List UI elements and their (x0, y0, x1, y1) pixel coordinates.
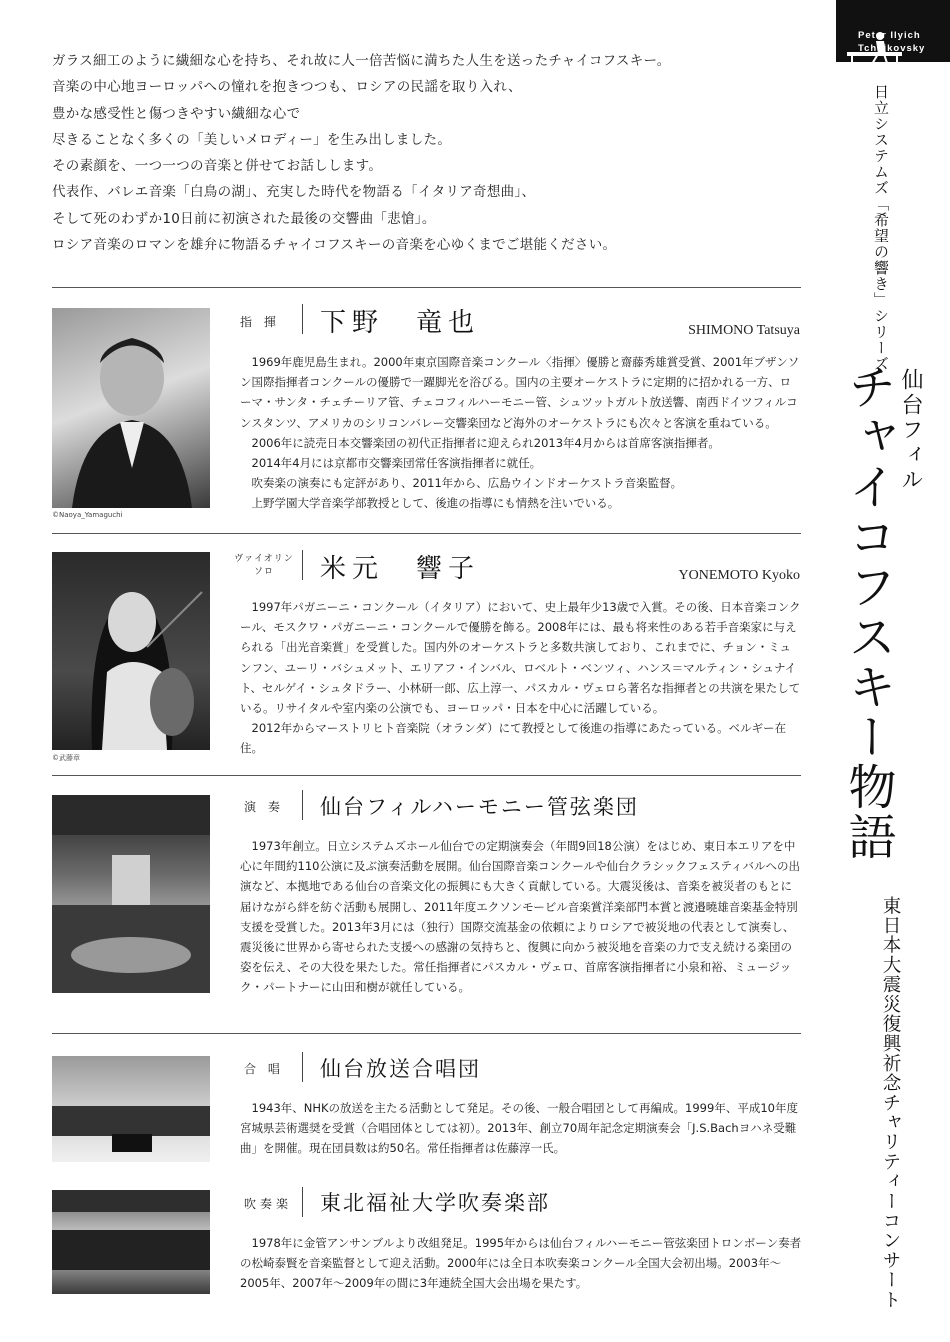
bio-paragraph: 1978年に金管アンサンブルより改組発足。1995年からは仙台フィルハーモニー管弦楽団トロンボーン奏者の松崎泰賢を音楽監督として迎え活動。2000年には全日本吹奏楽コンクール全国大会初出場。2003年～2005年、2007年～2009年の間に3年連続全国大会出場を果たす。 (240, 1236, 802, 1291)
role-label (234, 553, 294, 579)
presenter: 仙台フィル (898, 368, 923, 493)
bio-paragraph: 吹奏楽の演奏にも定評があり、2011年から、広島ウインドオーケストラ音楽監督。 (251, 476, 683, 491)
main-title: チャイコフスキー物語 (840, 362, 896, 862)
separator (302, 550, 303, 580)
intro-line: 音楽の中心地ヨーロッパへの憧れを抱きつつも、ロシアの民謡を取り入れ、 (52, 79, 522, 96)
bio-paragraph: 1973年創立。日立システムズホール仙台での定期演奏会（年間9回18公演）をはじめ、東日本エリアを中心に年間約110公演に及ぶ演奏活動を展開。仙台国際音楽コンクールや仙台クラシックフェスティバルへの出演など、本拠地である仙台の音楽文化の振興にも大きく貢献している。大震災後は、音楽を被災者のもとに届けながら絆を紡ぐ活動も展開し、2011年度エクソンモービル音楽賞洋楽部門本賞と渡邉曉雄音楽基金特別支援を受賞した。2013年3月には（独行）国際交流基金の依頼によりロシアで被災地の代表として演奏し、震災後に世界から寄せられた支援への感謝の気持ちと、復興に向かう被災地を音楽の力で支え続ける楽団の姿を伝え、その大役を果たした。常任指揮者にパスカル・ヴェロ、首席客演指揮者に小泉和裕、ミュージック・パートナーに山田和樹が就任している。 (240, 839, 801, 995)
separator (302, 790, 303, 820)
photo-credit: ©Naoya_Yamaguchi (52, 511, 123, 519)
role-label: 吹奏楽 (244, 1197, 293, 1211)
series-title: 日立システムズ「希望の響き」シリーズ (872, 84, 890, 372)
divider (52, 1033, 801, 1034)
divider (52, 287, 801, 288)
logo-line-2: Tchaikovsky (858, 43, 926, 54)
intro-line: 豊かな感受性と傷つきやすい繊細な心で (52, 105, 301, 122)
orchestra-photo (52, 795, 210, 993)
divider (52, 533, 801, 534)
tchaikovsky-logo (836, 0, 950, 62)
intro-line: そして死のわずか10日前に初演された最後の交響曲「悲愴」。 (52, 210, 436, 227)
choir-name: 仙台放送合唱団 (320, 1057, 481, 1081)
band-photo (52, 1190, 210, 1294)
orchestra-name: 仙台フィルハーモニー管弦楽団 (320, 795, 639, 819)
bio-paragraph: 1997年パガニーニ・コンクール（イタリア）において、史上最年少13歳で入賞。その後、日本音楽コンクール、モスクワ・パガニーニ・コンクールで優勝を飾る。2008年には、最も将来性のある若手音楽家に与えられる「出光音楽賞」を受賞した。国内外のオーケストラと多数共演しており、これまでに、チョン・ミュンフン、ユーリ・バシュメット、エリアフ・インバル、ロベルト・ベンツィ、ハンス＝マルティン・シュナイト、セルゲイ・シュタドラー、小林研一郎、広上淳一、パスカル・ヴェロら著名な指揮者との共演を果たしている。リサイタルや室内楽の公演でも、ヨーロッパ・日本を中心に活躍している。 (240, 600, 801, 716)
intro-line: ロシア音楽のロマンを雄弁に物語るチャイコフスキーの音楽を心ゆくまでご堪能ください。 (52, 237, 617, 254)
violinist-bio (240, 597, 802, 759)
bio-paragraph: 1969年鹿児島生まれ。2000年東京国際音楽コンクール〈指揮〉優勝と齋藤秀雄賞受賞、2001年ブザンソン国際指揮者コンクールの優勝で一躍脚光を浴びる。国内の主要オーケストラに定期的に招かれる一方、ローマ・サンタ・チェチーリア管、チェコフィルハーモニー管、シュツットガルト放送響、南西ドイツフィルコンスタンツ、アメリカのシリコンバレー交響楽団など海外のオーケストラにも次々と客演を重ねている。 (240, 355, 800, 430)
concert-subtitle: 東日本大震災復興祈念チャリティーコンサート (880, 896, 901, 1310)
role-label-line: ヴァイオリン (234, 554, 294, 564)
logo-line-1: Peter Ilyich (858, 30, 921, 41)
intro-line: 尽きることなく多くの「美しいメロディー」を生み出しました。 (52, 131, 452, 148)
intro-line: ガラス細工のように繊細な心を持ち、それ故に人一倍苦悩に満ちた人生を送ったチャイコフスキー。 (52, 53, 671, 69)
conductor-name: 下野 竜也 (320, 308, 481, 338)
choir-bio (240, 1098, 802, 1159)
divider (52, 775, 801, 776)
bio-paragraph: 2012年からマーストリヒト音楽院（オランダ）にて教授として後進の指導にあたっている。ベルギー在住。 (240, 721, 787, 756)
orchestra-bio (240, 836, 802, 998)
intro-line: 代表作、バレエ音楽「白鳥の湖」、充実した時代を物語る「イタリア奇想曲」、 (52, 184, 536, 201)
role-label: 合 唱 (244, 1062, 284, 1076)
separator (302, 1187, 303, 1217)
bio-paragraph: 2006年に読売日本交響楽団の初代正指揮者に迎えられ2013年4月からは首席客演指揮者。 (251, 435, 720, 450)
conductor-bio (240, 352, 802, 514)
violinist-photo (52, 552, 210, 750)
role-label: 演 奏 (244, 800, 284, 814)
band-bio (240, 1233, 802, 1294)
choir-photo (52, 1056, 210, 1162)
conductor-roman-name: SHIMONO Tatsuya (688, 323, 800, 338)
bio-paragraph: 1943年、NHKの放送を主たる活動として発足。その後、一般合唱団として再編成。1999年、平成10年度宮城県芸術選奨を受賞（合唱団体としては初）。2013年、創立70周年記念定期演奏会「J.S.Bachヨハネ受難曲」を開催。現在団員数は約50名。常任指揮者は佐藤淳一氏。 (240, 1101, 798, 1156)
bio-paragraph: 2014年4月には京都市交響楽団常任客演指揮者に就任。 (251, 456, 542, 471)
separator (302, 1052, 303, 1082)
role-label-line: ソロ (253, 567, 274, 577)
role-label: 指 揮 (240, 315, 280, 329)
photo-credit: ©武藤章 (52, 754, 80, 762)
violinist-roman-name: YONEMOTO Kyoko (678, 568, 800, 583)
intro-line: その素顔を、一つ一つの音楽と併せてお話しします。 (52, 158, 383, 175)
bio-paragraph: 上野学園大学音楽学部教授として、後進の指導にも情熱を注いでいる。 (251, 496, 620, 511)
band-name: 東北福祉大学吹奏楽部 (320, 1191, 550, 1215)
intro-text (52, 48, 772, 258)
conductor-photo (52, 308, 210, 508)
violinist-name: 米元 響子 (320, 554, 481, 584)
separator (302, 304, 303, 334)
